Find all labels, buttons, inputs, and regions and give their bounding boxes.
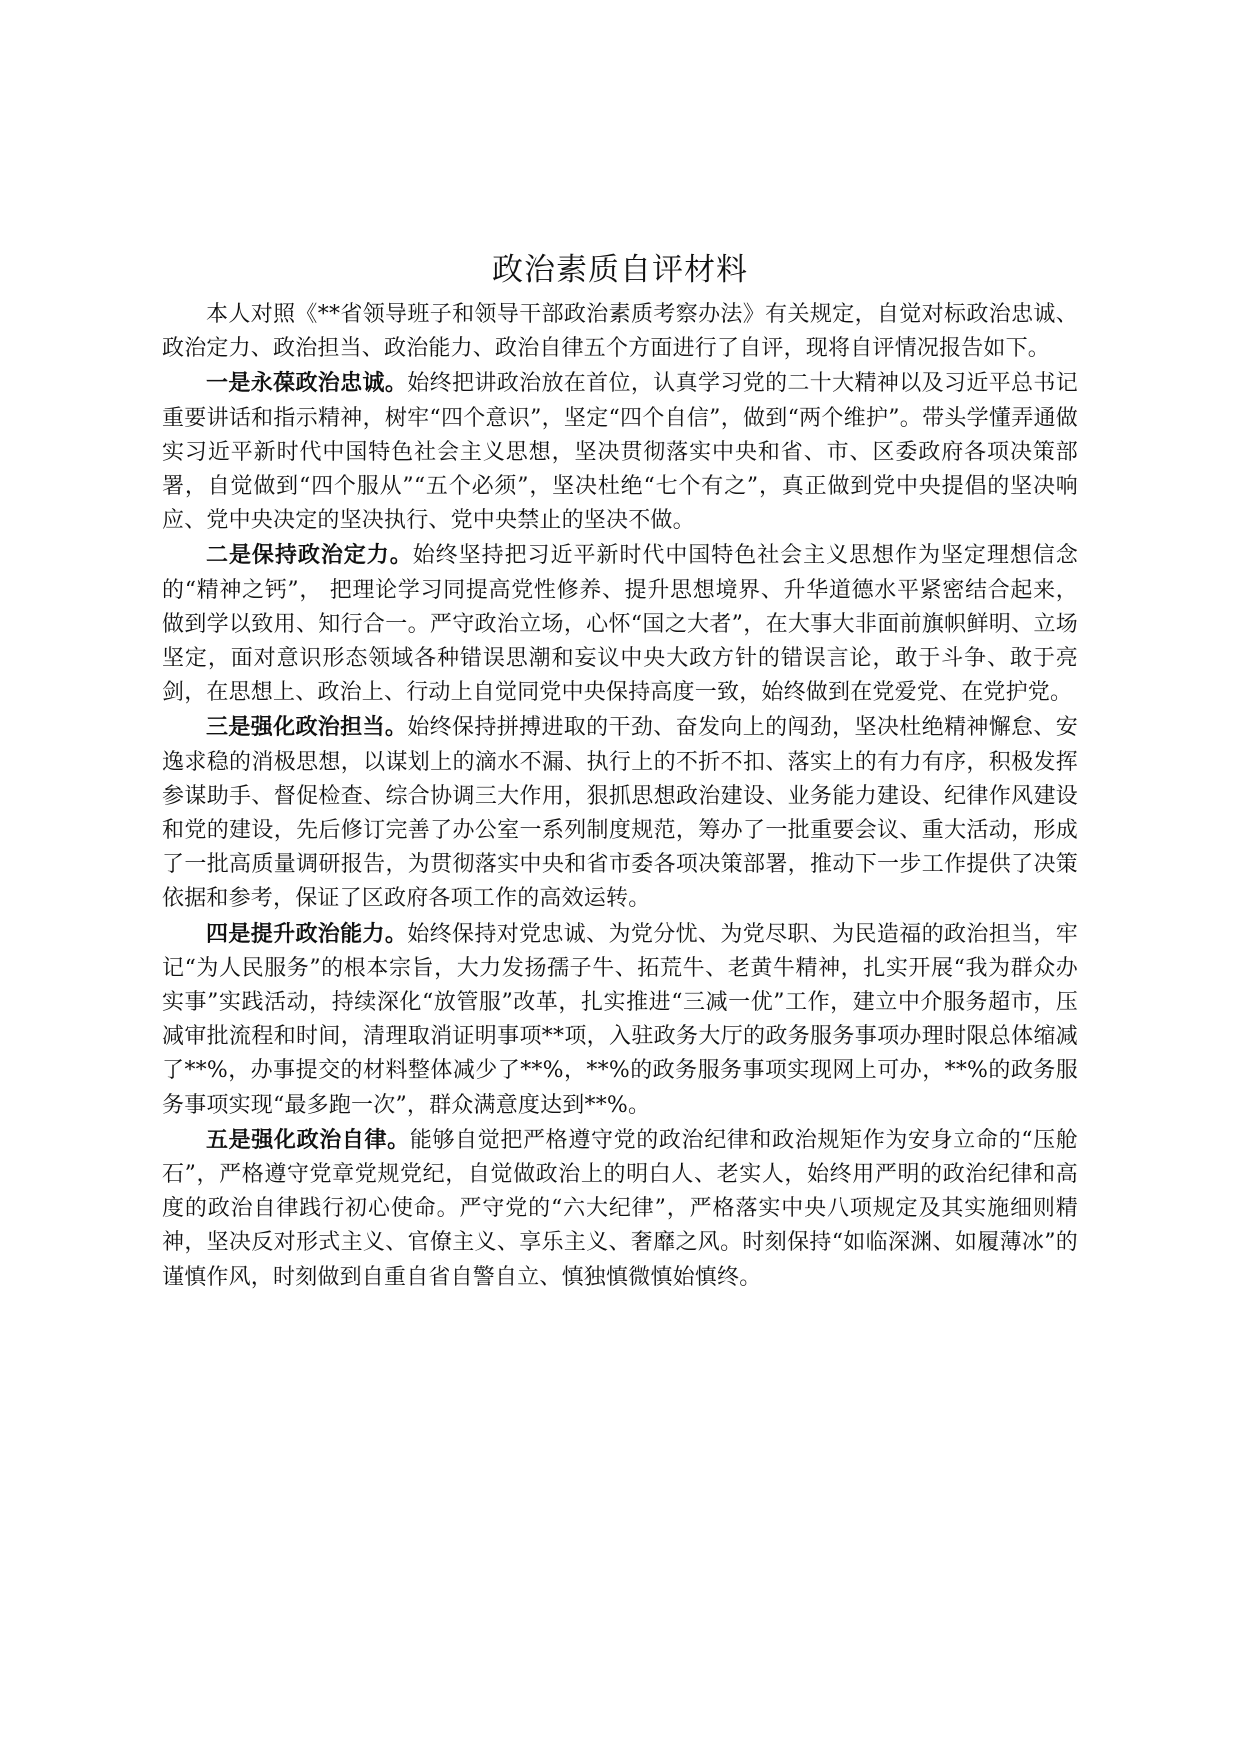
section-paragraph-2 <box>162 538 1078 710</box>
section-heading-2: 二是保持政治定力。 <box>206 542 413 569</box>
section-body-4: 始终保持对党忠诚、为党分忧、为党尽职、为民造福的政治担当，牢记“为人民服务”的根本宗旨，大力发扬孺子牛、拓荒牛、老黄牛精神，扎实开展“我为群众办实事”实践活动，持续深化“放管服”改革，扎实推进“三减一优”工作，建立中介服务超市，压减审批流程和时间，清理取消证明事项**项，入驻政务大厅的政务服务事项办理时限总体缩减了**%，办事提交的材料整体减少了**%，**%的政务服务事项实现网上可办，**%的政务服务事项实现“最多跑一次”，群众满意度达到**%。 <box>162 921 1078 1118</box>
section-body-3: 始终保持拼搏进取的干劲、奋发向上的闯劲，坚决杜绝精神懈怠、安逸求稳的消极思想，以谋划上的滴水不漏、执行上的不折不扣、落实上的有力有序，积极发挥参谋助手、督促检查、综合协调三大作用，狠抓思想政治建设、业务能力建设、纪律作风建设和党的建设，先后修订完善了办公室一系列制度规范，筹办了一批重要会议、重大活动，形成了一批高质量调研报告，为贯彻落实中央和省市委各项决策部署，推动下一步工作提供了决策依据和参考，保证了区政府各项工作的高效运转。 <box>162 715 1078 912</box>
document-content <box>162 248 1078 1295</box>
section-heading-1: 一是永葆政治忠诚。 <box>206 370 408 397</box>
section-heading-5: 五是强化政治自律。 <box>206 1126 410 1153</box>
section-paragraph-5 <box>162 1123 1078 1295</box>
section-heading-4: 四是提升政治能力。 <box>206 920 408 947</box>
section-paragraph-1 <box>162 366 1078 538</box>
document-title: 政治素质自评材料 <box>492 252 748 288</box>
section-paragraph-4 <box>162 917 1078 1123</box>
section-body-2: 始终坚持把习近平新时代中国特色社会主义思想作为坚定理想信念的“精神之钙”， 把理论学习同提高党性修养、提升思想境界、升华道德水平紧密结合起来，做到学以致用、知行合一。严守政治立场，心怀“国之大者”，在大事大非面前旗帜鲜明、立场坚定，面对意识形态领域各种错误思潮和妄议中央大政方针的错误言论，敢于斗争、敢于亮剑，在思想上、政治上、行动上自觉同党中央保持高度一致，始终做到在党爱党、在党护党。 <box>162 543 1078 706</box>
section-paragraph-3 <box>162 710 1078 916</box>
intro-paragraph: 本人对照《**省领导班子和领导干部政治素质考察办法》有关规定，自觉对标政治忠诚、政治定力、政治担当、政治能力、政治自律五个方面进行了自评，现将自评情况报告如下。 <box>162 302 1078 362</box>
section-body-5: 能够自觉把严格遵守党的政治纪律和政治规矩作为安身立命的“压舱石”，严格遵守党章党规党纪，自觉做政治上的明白人、老实人，始终用严明的政治纪律和高度的政治自律践行初心使命。严守党的“六大纪律”，严格落实中央八项规定及其实施细则精神，坚决反对形式主义、官僚主义、享乐主义、奢靡之风。时刻保持“如临深渊、如履薄冰”的谨慎作风，时刻做到自重自省自警自立、慎独慎微慎始慎终。 <box>162 1127 1078 1290</box>
section-heading-3: 三是强化政治担当。 <box>206 714 408 741</box>
section-body-1: 始终把讲政治放在首位，认真学习党的二十大精神以及习近平总书记重要讲话和指示精神，树牢“四个意识”，坚定“四个自信”，做到“两个维护”。带头学懂弄通做实习近平新时代中国特色社会主义思想，坚决贯彻落实中央和省、市、区委政府各项决策部署，自觉做到“四个服从”“五个必须”，坚决杜绝“七个有之”，真正做到党中央提倡的坚决响应、党中央决定的坚决执行、党中央禁止的坚决不做。 <box>162 371 1078 534</box>
